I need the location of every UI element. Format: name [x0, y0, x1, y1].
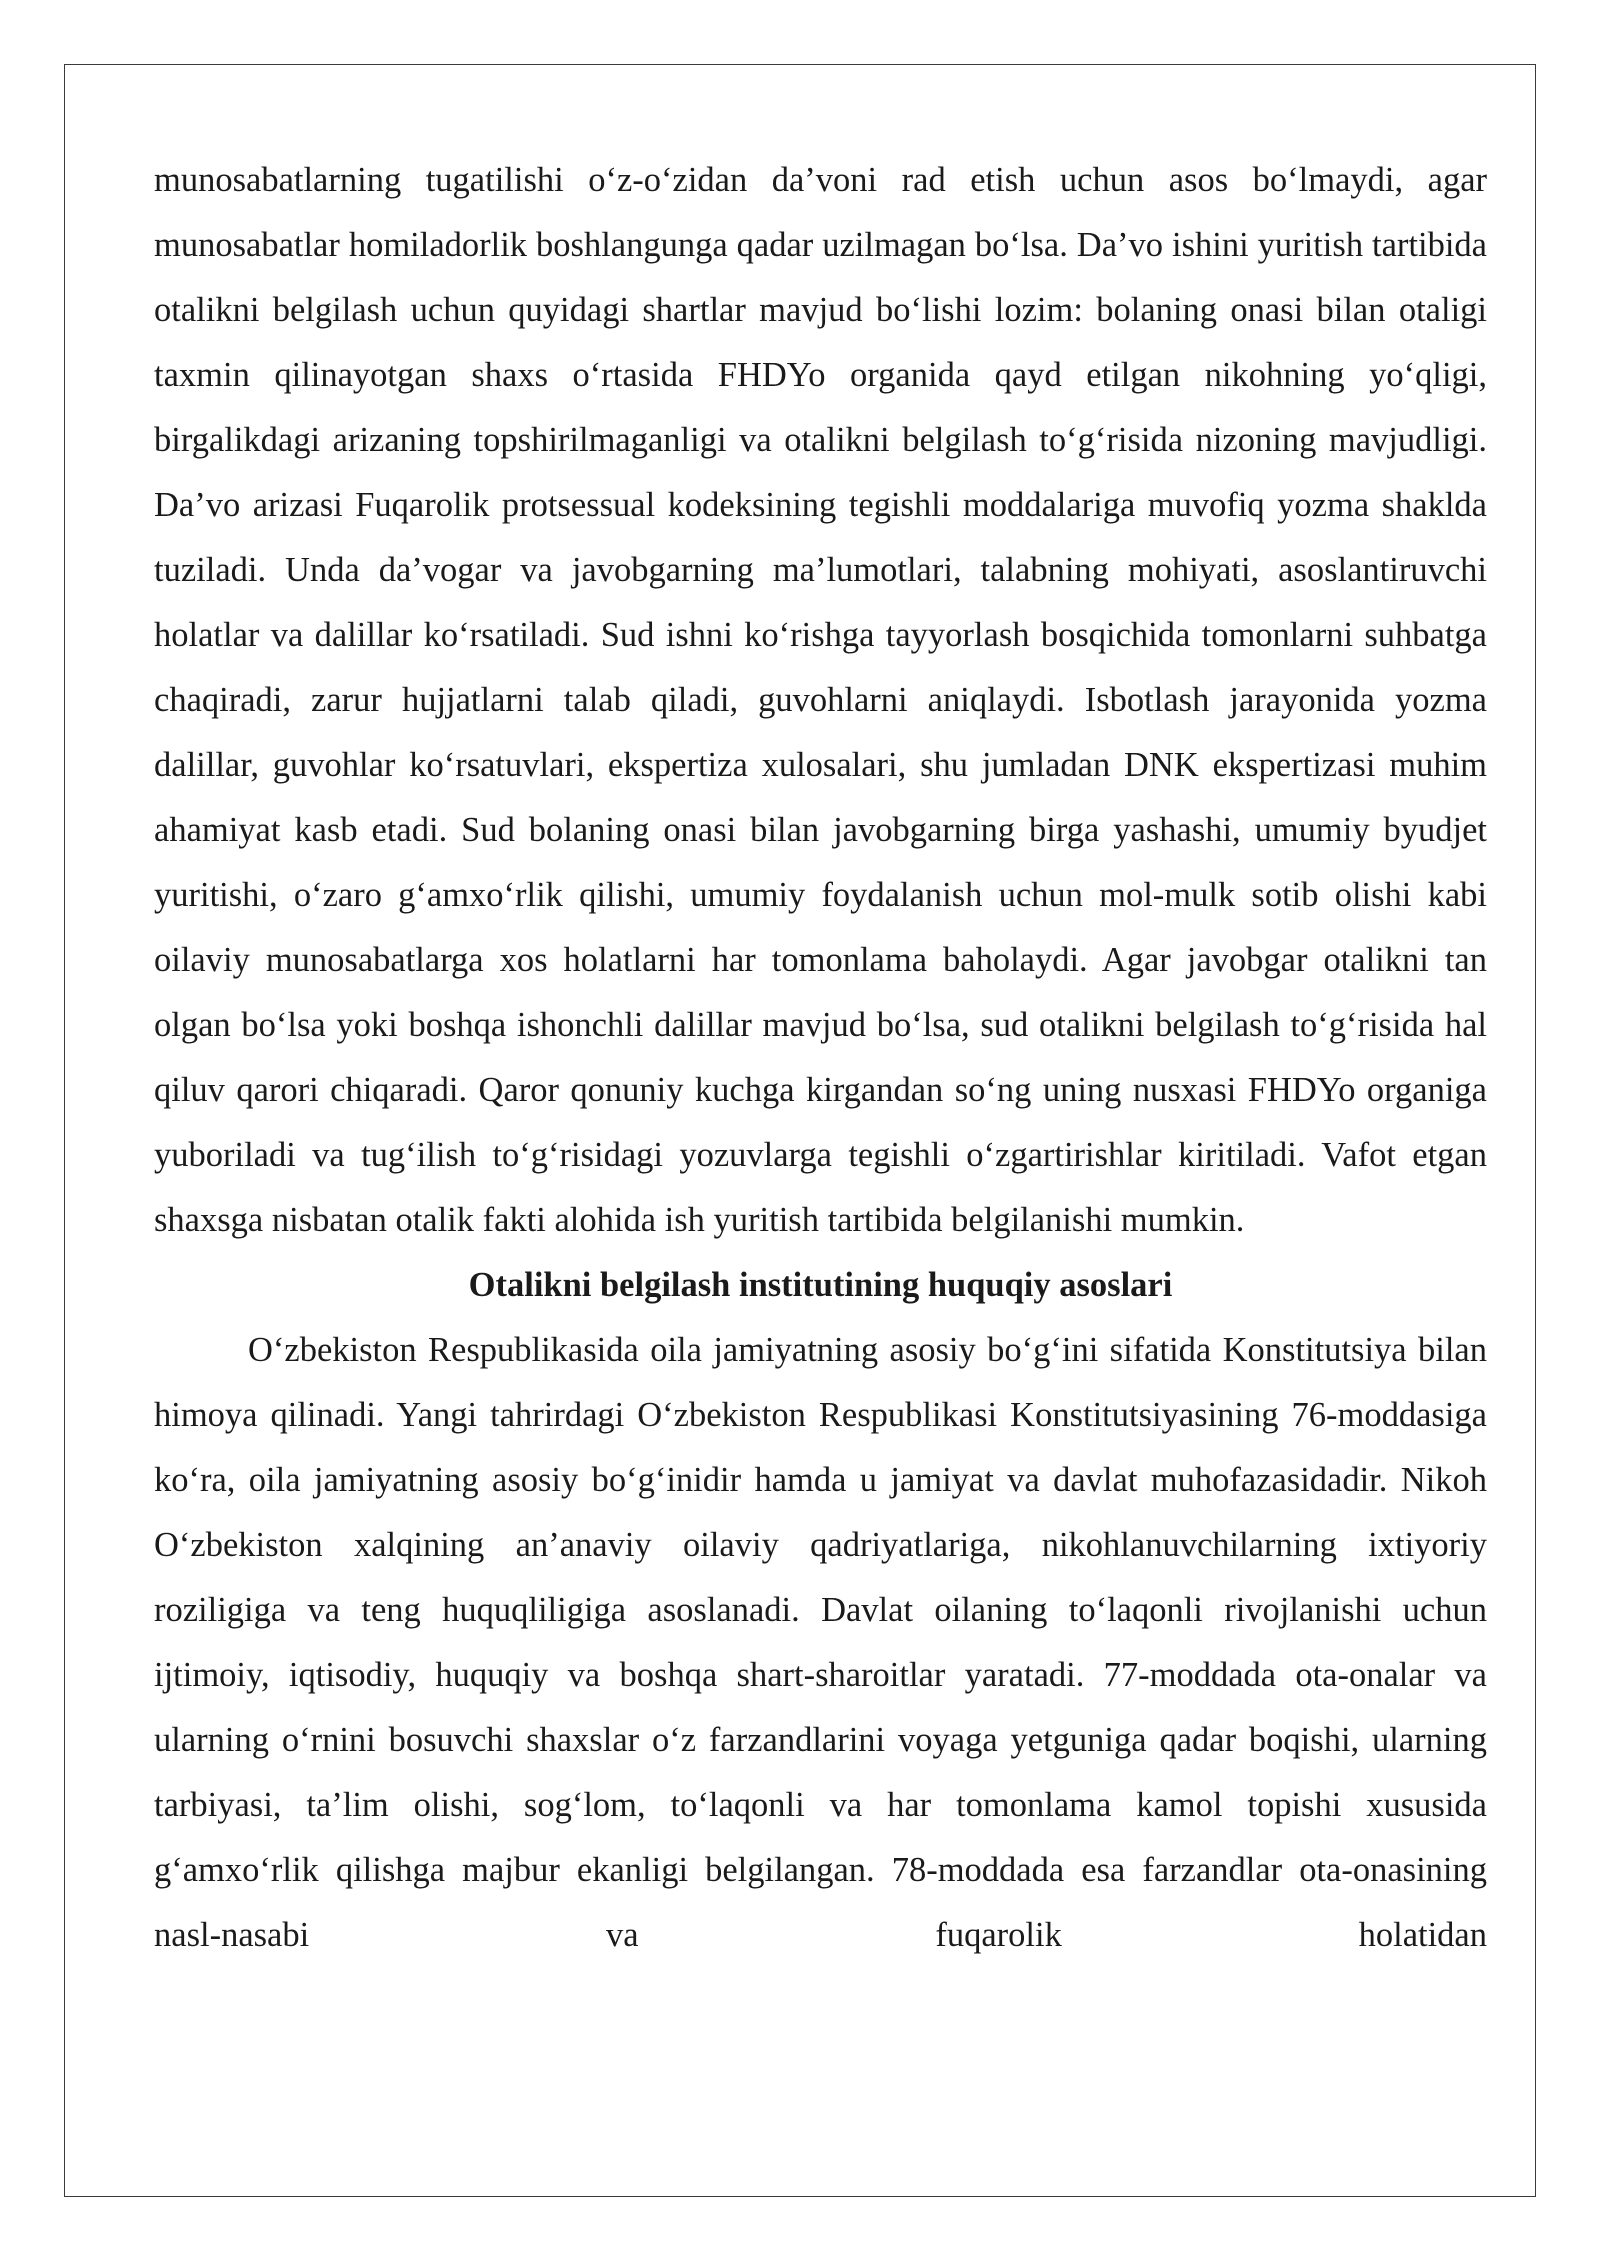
section-heading: Otalikni belgilash institutining huquqiy asoslari [468, 1266, 1173, 1304]
document-body [154, 148, 1487, 1968]
paragraph-continued: munosabatlarning tugatilishi o‘z-o‘zidan da’voni rad etish uchun asos bo‘lmaydi, agar munosabatlar homiladorlik boshlangunga qadar uzilmagan bo‘lsa. Da’vo ishini yuritish tartibida otalikni belgilash uchun quyidagi shartlar mavjud bo‘lishi lozim: bolaning onasi bilan otaligi taxmin qilinayotgan shaxs o‘rtasida FHDYo organida qayd etilgan nikohning yo‘qligi, birgalikdagi arizaning topshirilmaganligi va otalikni belgilash to‘g‘risida nizoning mavjudligi. Da’vo arizasi Fuqarolik protsessual kodeksining tegishli moddalariga muvofiq yozma shaklda tuziladi. Unda da’vogar va javobgarning ma’lumotlari, talabning mohiyati, asoslantiruvchi holatlar va dalillar ko‘rsatiladi. Sud ishni ko‘rishga tayyorlash bosqichida tomonlarni suhbatga chaqiradi, zarur hujjatlarni talab qiladi, guvohlarni aniqlaydi. Isbotlash jarayonida yozma dalillar, guvohlar ko‘rsatuvlari, ekspertiza xulosalari, shu jumladan DNK ekspertizasi muhim ahamiyat kasb etadi. Sud bolaning onasi bilan javobgarning birga yashashi, umumiy byudjet yuritishi, o‘zaro g‘amxo‘rlik qilishi, umumiy foydalanish uchun mol-mulk sotib olishi kabi oilaviy munosabatlarga xos holatlarni har tomonlama baholaydi. Agar javobgar otalikni tan olgan bo‘lsa yoki boshqa ishonchli dalillar mavjud bo‘lsa, sud otalikni belgilash to‘g‘risida hal qiluv qarori chiqaradi. Qaror qonuniy kuchga kirgandan so‘ng uning nusxasi FHDYo organiga yuboriladi va tug‘ilish to‘g‘risidagi yozuvlarga tegishli o‘zgartirishlar kiritiladi. Vafot etgan shaxsga nisbatan otalik fakti alohida ish yuritish tartibida belgilanishi mumkin. [154, 161, 1487, 1239]
paragraph-constitutional-basis: O‘zbekiston Respublikasida oila jamiyatning asosiy bo‘g‘ini sifatida Konstitutsiya bilan himoya qilinadi. Yangi tahrirdagi O‘zbekiston Respublikasi Konstitutsiyasining 76-moddasiga ko‘ra, oila jamiyatning asosiy bo‘g‘inidir hamda u jamiyat va davlat muhofazasidadir. Nikoh O‘zbekiston xalqining an’anaviy oilaviy qadriyatlariga, nikohlanuvchilarning ixtiyoriy roziligiga va teng huquqliligiga asoslanadi. Davlat oilaning to‘laqonli rivojlanishi uchun ijtimoiy, iqtisodiy, huquqiy va boshqa shart-sharoitlar yaratadi. 77-moddada ota-onalar va ularning o‘rnini bosuvchi shaxslar o‘z farzandlarini voyaga yetguniga qadar boqishi, ularning tarbiyasi, ta’lim olishi, sog‘lom, to‘laqonli va har tomonlama kamol topishi xususida g‘amxo‘rlik qilishga majbur ekanligi belgilangan. 78-moddada esa farzandlar ota-onasining nasl-nasabi va fuqarolik holatidan [154, 1331, 1487, 1954]
